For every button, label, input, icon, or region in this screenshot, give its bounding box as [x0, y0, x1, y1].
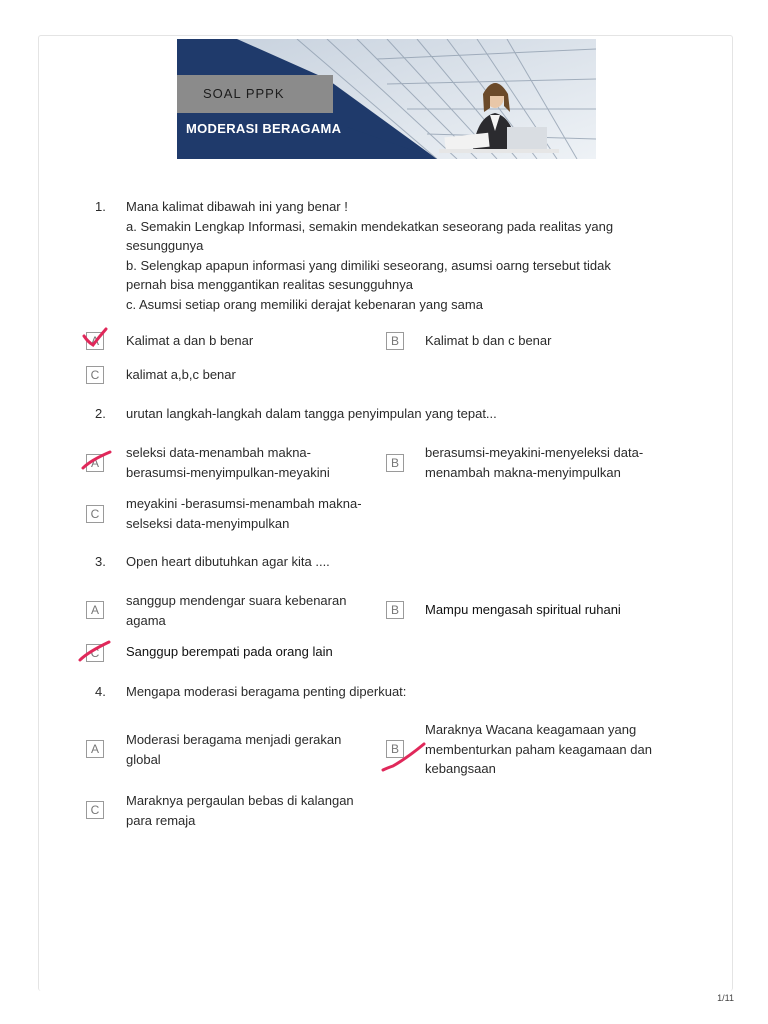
- q4-option-c-box[interactable]: C: [86, 801, 104, 819]
- q3-option-c-text: Sanggup berempati pada orang lain: [126, 644, 333, 659]
- question-3-text: [126, 552, 666, 572]
- option-line: Moderasi beragama menjadi gerakan: [126, 732, 342, 747]
- question-line: pernah bisa menggantikan realitas sesungguhnya: [126, 277, 413, 292]
- q4-option-b-box[interactable]: B: [386, 740, 404, 758]
- page-number: 1/11: [717, 993, 734, 1003]
- option-line: berasumsi-meyakini-menyeleksi data-: [425, 445, 644, 460]
- option-line: kebangsaan: [425, 761, 496, 776]
- question-line: Open heart dibutuhkan agar kita ....: [126, 554, 330, 569]
- question-line: b. Selengkap apapun informasi yang dimiliki seseorang, asumsi oarng tersebut tidak: [126, 257, 611, 273]
- question-line: Mengapa moderasi beragama penting diperkuat:: [126, 684, 407, 699]
- option-line: sanggup mendengar suara kebenaran: [126, 593, 347, 608]
- q4-option-c-text: [126, 791, 354, 830]
- q2-option-a-text: [126, 443, 330, 482]
- q1-option-b-text: Kalimat b dan c benar: [425, 333, 552, 348]
- q3-option-a-box[interactable]: A: [86, 601, 104, 619]
- option-line: para remaja: [126, 812, 196, 828]
- question-line: sesunggunya: [126, 238, 204, 253]
- question-line: Mana kalimat dibawah ini yang benar !: [126, 199, 348, 214]
- q2-option-a-box[interactable]: A: [86, 454, 104, 472]
- q3-option-c-box[interactable]: C: [86, 644, 104, 662]
- banner-title: MODERASI BERAGAMA: [186, 121, 342, 136]
- option-line: membenturkan paham keagamaan dan: [425, 741, 652, 757]
- option-line: Maraknya pergaulan bebas di kalangan: [126, 793, 354, 808]
- question-1-number: 1.: [95, 199, 106, 214]
- question-line: urutan langkah-langkah dalam tangga penyimpulan yang tepat...: [126, 406, 497, 421]
- q3-option-a-text: [126, 591, 346, 630]
- question-2-number: 2.: [95, 406, 106, 421]
- question-4-text: [126, 682, 666, 702]
- q1-option-a-text: Kalimat a dan b benar: [126, 333, 254, 348]
- option-line: agama: [126, 612, 166, 628]
- option-line: menambah makna-menyimpulkan: [425, 464, 621, 480]
- question-3-number: 3.: [95, 554, 106, 569]
- q4-option-a-text: [126, 730, 341, 769]
- option-line: berasumsi-menyimpulkan-meyakini: [126, 464, 330, 480]
- option-line: selseksi data-menyimpulkan: [126, 515, 290, 531]
- question-line: a. Semakin Lengkap Informasi, semakin mendekatkan seseorang pada realitas yang: [126, 218, 614, 234]
- q2-option-c-text: [126, 494, 362, 533]
- option-line: Maraknya Wacana keagamaan yang: [425, 722, 637, 737]
- option-line: seleksi data-menambah makna-: [126, 445, 311, 460]
- question-2-text: [126, 404, 666, 424]
- q2-option-b-text: [425, 443, 643, 482]
- q3-option-b-text: Mampu mengasah spiritual ruhani: [425, 602, 621, 617]
- q3-option-b-box[interactable]: B: [386, 601, 404, 619]
- question-4-number: 4.: [95, 684, 106, 699]
- banner-soal-label: SOAL PPPK: [177, 75, 333, 113]
- q1-option-a-box[interactable]: A: [86, 332, 104, 350]
- q1-option-c-text: kalimat a,b,c benar: [126, 367, 236, 382]
- header-banner: [177, 39, 596, 159]
- q2-option-b-box[interactable]: B: [386, 454, 404, 472]
- q1-option-b-box[interactable]: B: [386, 332, 404, 350]
- option-line: global: [126, 751, 161, 767]
- q2-option-c-box[interactable]: C: [86, 505, 104, 523]
- q4-option-a-box[interactable]: A: [86, 740, 104, 758]
- q4-option-b-text: [425, 720, 652, 779]
- question-1-text: [126, 197, 666, 314]
- question-line: c. Asumsi setiap orang memiliki derajat kebenaran yang sama: [126, 296, 483, 312]
- option-line: meyakini -berasumsi-menambah makna-: [126, 496, 362, 511]
- q1-option-c-box[interactable]: C: [86, 366, 104, 384]
